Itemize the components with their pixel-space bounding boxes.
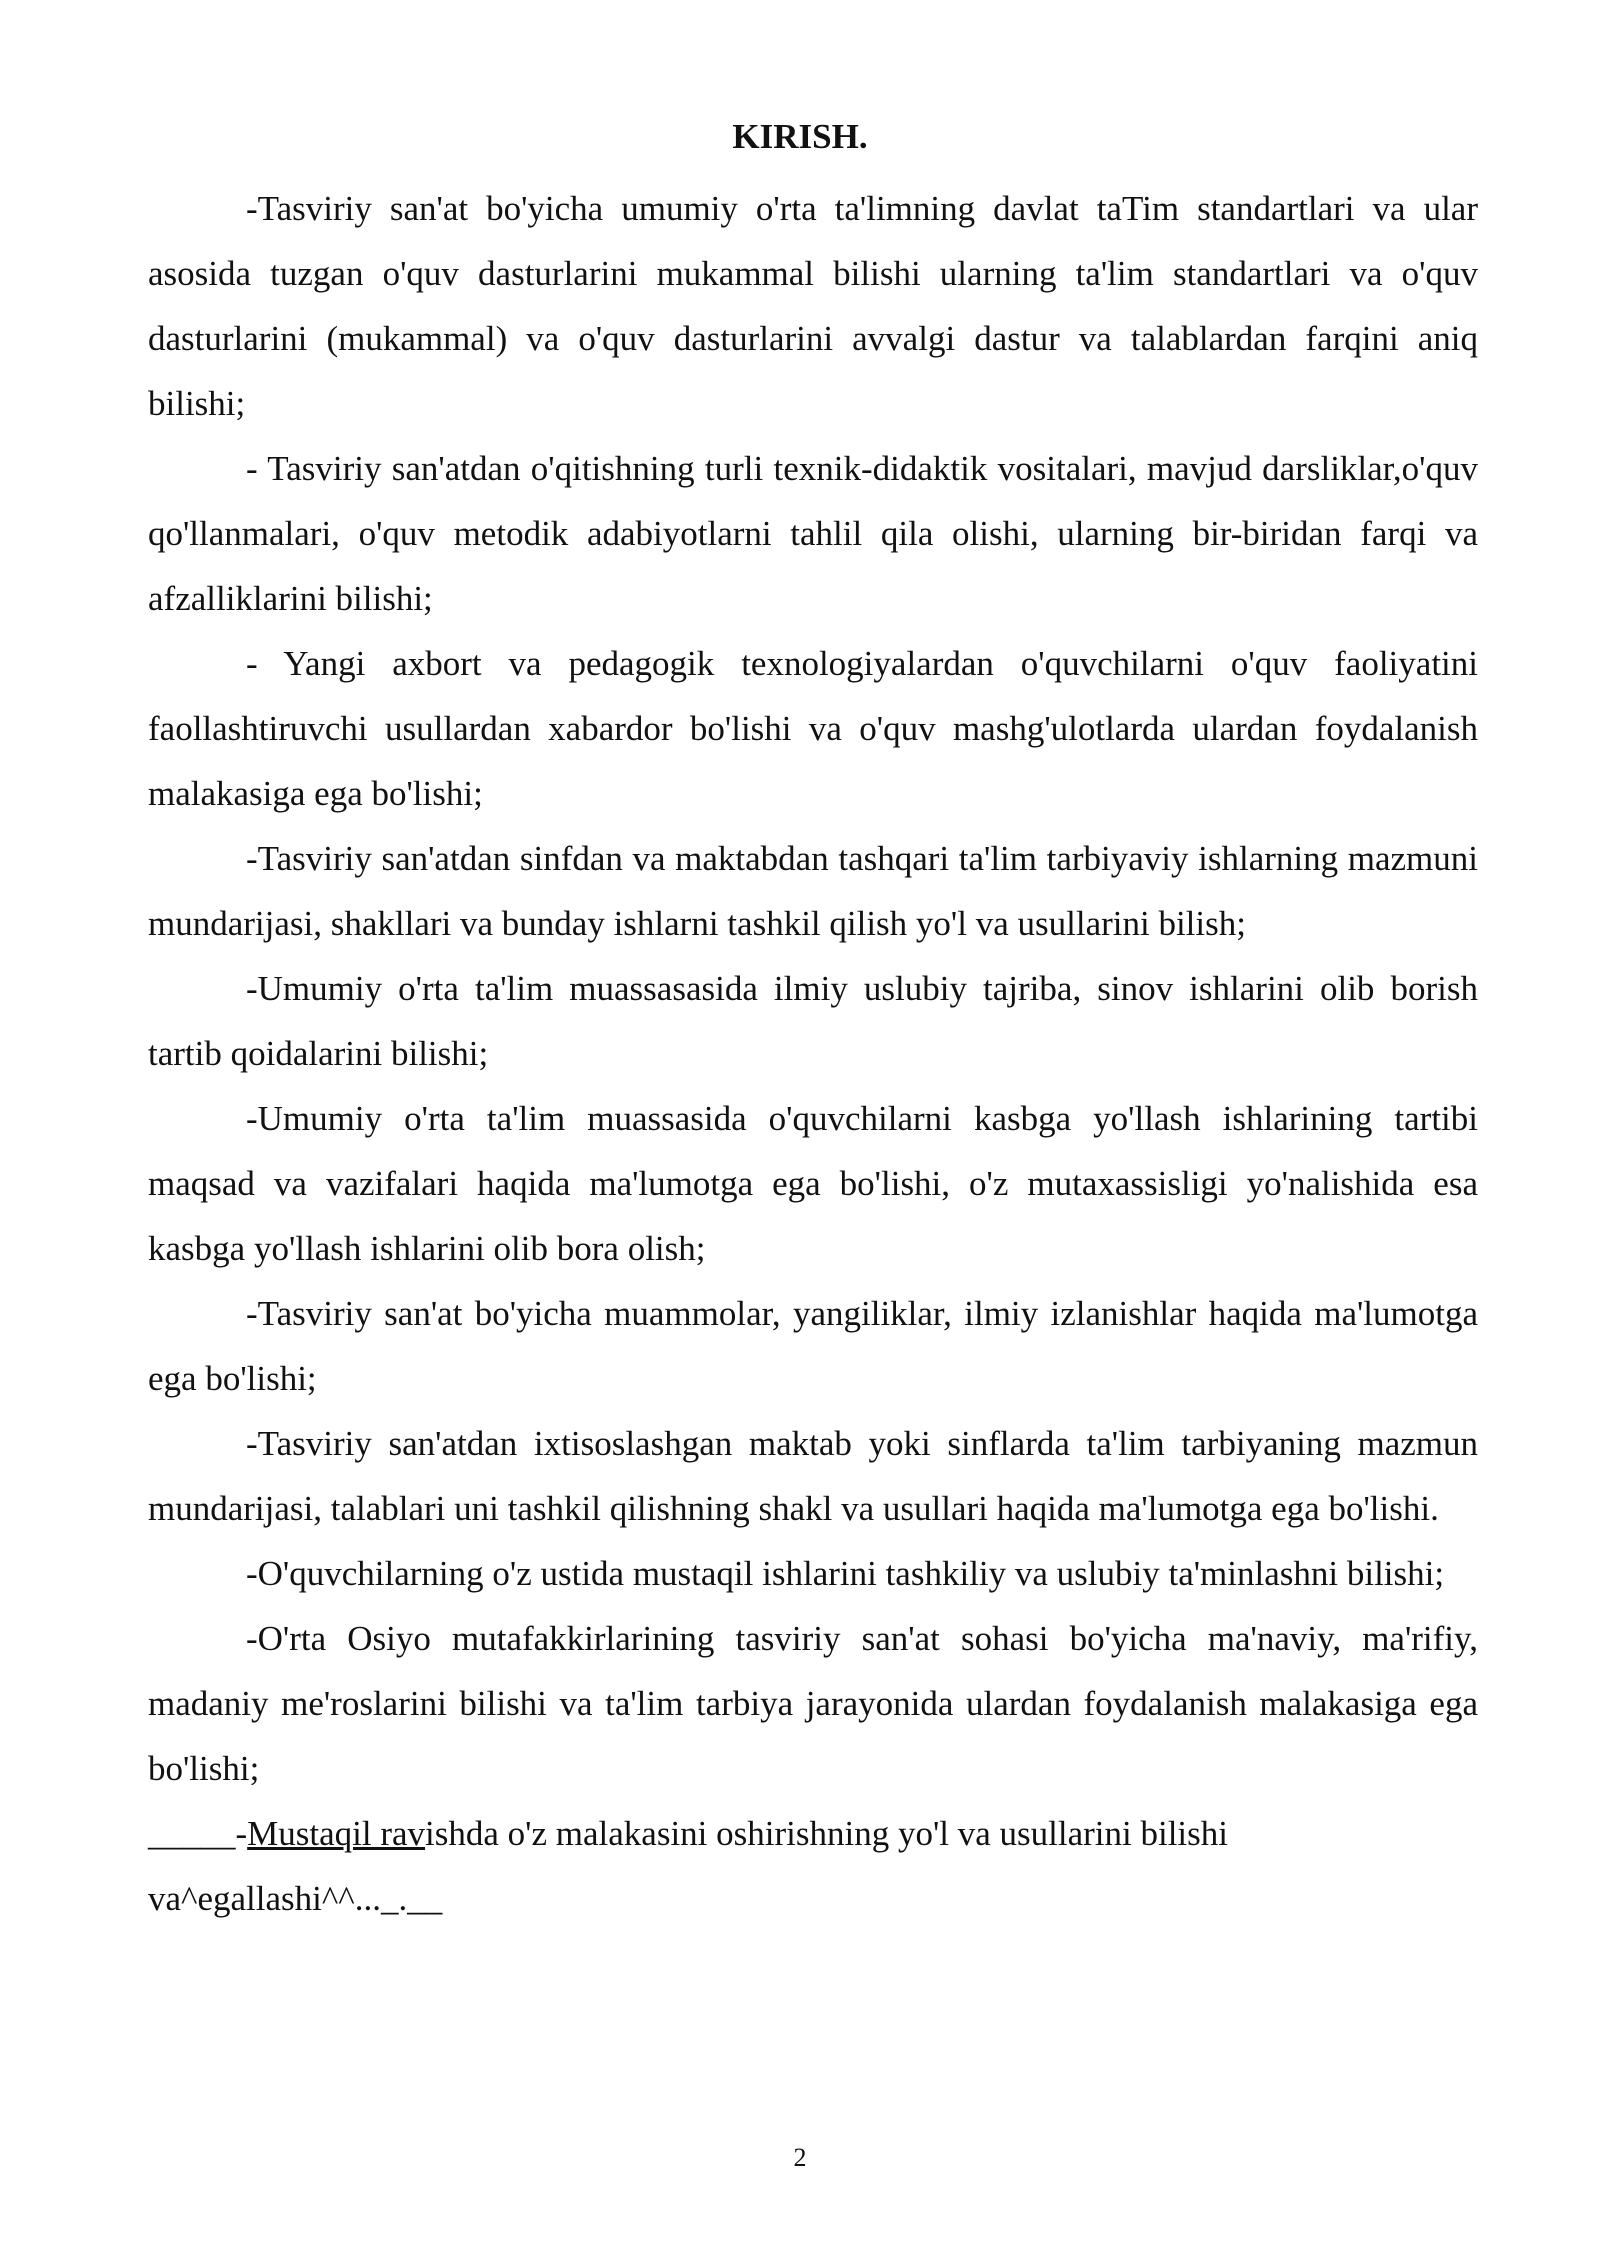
document-title: KIRISH. xyxy=(732,117,868,156)
paragraph-standards: -Tasviriy san'at bo'yicha umumiy o'rta ta'limning davlat taTim standartlari va ular asosida tuzgan o'quv dasturlarini mukammal bilishi ularning ta'lim standartlari va o'quv dasturlarini (mukammal) va o'quv dasturlarini avvalgi dastur va talablardan farqini aniq bilishi; xyxy=(148,189,1478,423)
paragraph-central-asian-thinkers: -O'rta Osiyo mutafakkirlarining tasviriy san'at sohasi bo'yicha ma'naviy, ma'rifiy, madaniy me'roslarini bilishi va ta'lim tarbiya jarayonida ulardan foydalanish malakasiga ega bo'lishi; xyxy=(148,1619,1478,1788)
paragraph-specialized-schools: -Tasviriy san'atdan ixtisoslashgan maktab yoki sinflarda ta'lim tarbiyaning mazmun mundarijasi, talablari uni tashkil qilishning shakl va usullari haqida ma'lumotga ega bo'lishi. xyxy=(148,1424,1478,1528)
paragraph-research-rules: -Umumiy o'rta ta'lim muassasasida ilmiy uslubiy tajriba, sinov ishlarini olib borish tartib qoidalarini bilishi; xyxy=(148,969,1478,1073)
underlined-text: Mustaqil rav xyxy=(247,1814,426,1853)
paragraph-extracurricular: -Tasviriy san'atdan sinfdan va maktabdan tashqari ta'lim tarbiyaviy ishlarning mazmuni mundarijasi, shakllari va bunday ishlarni tashkil qilish yo'l va usullarini bilish; xyxy=(148,839,1478,943)
document-body xyxy=(148,176,1478,1931)
blank-line: _____ xyxy=(148,1814,236,1853)
dash: - xyxy=(235,1814,248,1853)
paragraph-didactic-tools: - Tasviriy san'atdan o'qitishning turli texnik-didaktik vositalari, mavjud darsliklar,o'quv qo'llanmalari, o'quv metodik adabiyotlarni tahlil qila olishi, ularning bir-biridan farqi va afzalliklarini bilishi; xyxy=(148,449,1478,618)
paragraph-new-technologies: - Yangi axbort va pedagogik texnologiyalardan o'quvchilarni o'quv faoliyatini faollashtiruvchi usullardan xabardor bo'lishi va o'quv mashg'ulotlarda ulardan foydalanish malakasiga ega bo'lishi; xyxy=(148,644,1478,813)
paragraph-self-improvement xyxy=(148,1801,1478,1931)
paragraph-career-guidance: -Umumiy o'rta ta'lim muassasida o'quvchilarni kasbga yo'llash ishlarining tartibi maqsad va vazifalari haqida ma'lumotga ega bo'lishi, o'z mutaxassisligi yo'nalishida esa kasbga yo'llash ishlarini olib bora olish; xyxy=(148,1099,1478,1268)
paragraph-independent-work: -O'quvchilarning o'z ustida mustaqil ishlarini tashkiliy va uslubiy ta'minlashni bilishi; xyxy=(246,1554,1445,1593)
paragraph-second-line: va^egallashi^^..._.__ xyxy=(148,1879,443,1918)
paragraph-text: ishda o'z malakasini oshirishning yo'l va usullarini bilishi xyxy=(425,1814,1228,1853)
page-number: 2 xyxy=(793,2143,807,2172)
paragraph-problems-news: -Tasviriy san'at bo'yicha muammolar, yangiliklar, ilmiy izlanishlar haqida ma'lumotga ega bo'lishi; xyxy=(148,1294,1478,1398)
